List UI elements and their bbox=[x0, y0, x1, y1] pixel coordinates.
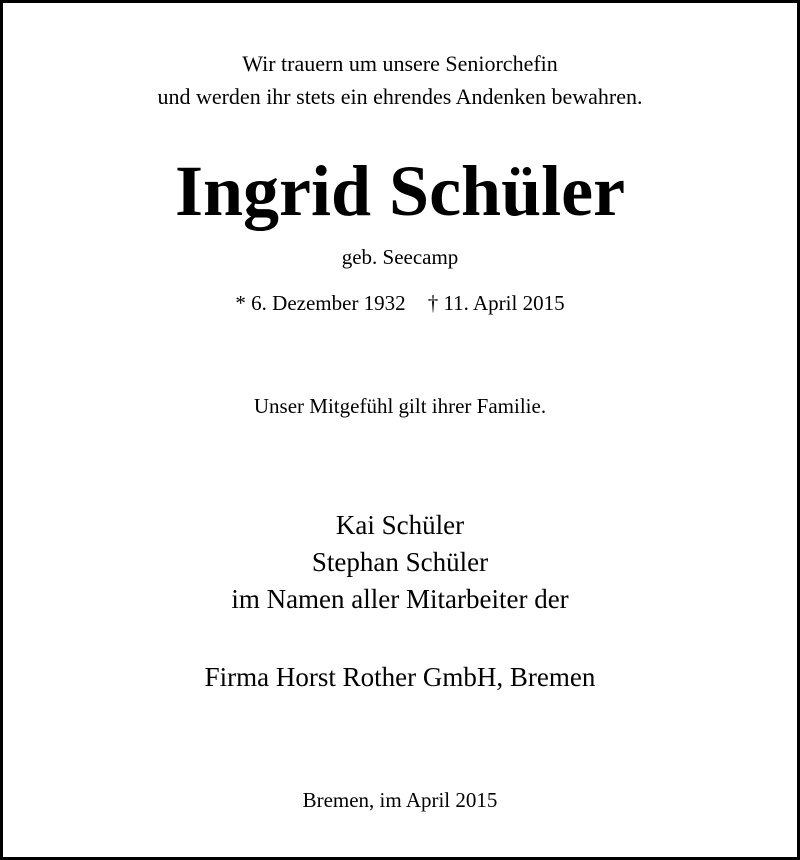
signer-note: im Namen aller Mitarbeiter der bbox=[231, 584, 569, 614]
intro-line-2: und werden ihr stets ein ehrendes Andenken bewahren. bbox=[157, 84, 643, 109]
signer-1: Kai Schüler bbox=[335, 510, 465, 540]
deceased-name: Ingrid Schüler bbox=[174, 151, 626, 231]
death-date: † 11. April 2015 bbox=[427, 291, 565, 315]
company-name: Firma Horst Rother GmbH, Bremen bbox=[204, 662, 596, 692]
signers bbox=[3, 507, 797, 618]
place-date: Bremen, im April 2015 bbox=[302, 788, 498, 812]
maiden-name: geb. Seecamp bbox=[341, 245, 459, 269]
intro-text bbox=[3, 47, 797, 113]
life-dates bbox=[3, 290, 797, 316]
birth-date: * 6. Dezember 1932 bbox=[235, 291, 406, 315]
signer-2: Stephan Schüler bbox=[311, 547, 489, 577]
intro-line-1: Wir trauern um unsere Seniorchefin bbox=[242, 51, 558, 76]
sympathy-text: Unser Mitgefühl gilt ihrer Familie. bbox=[253, 394, 547, 418]
